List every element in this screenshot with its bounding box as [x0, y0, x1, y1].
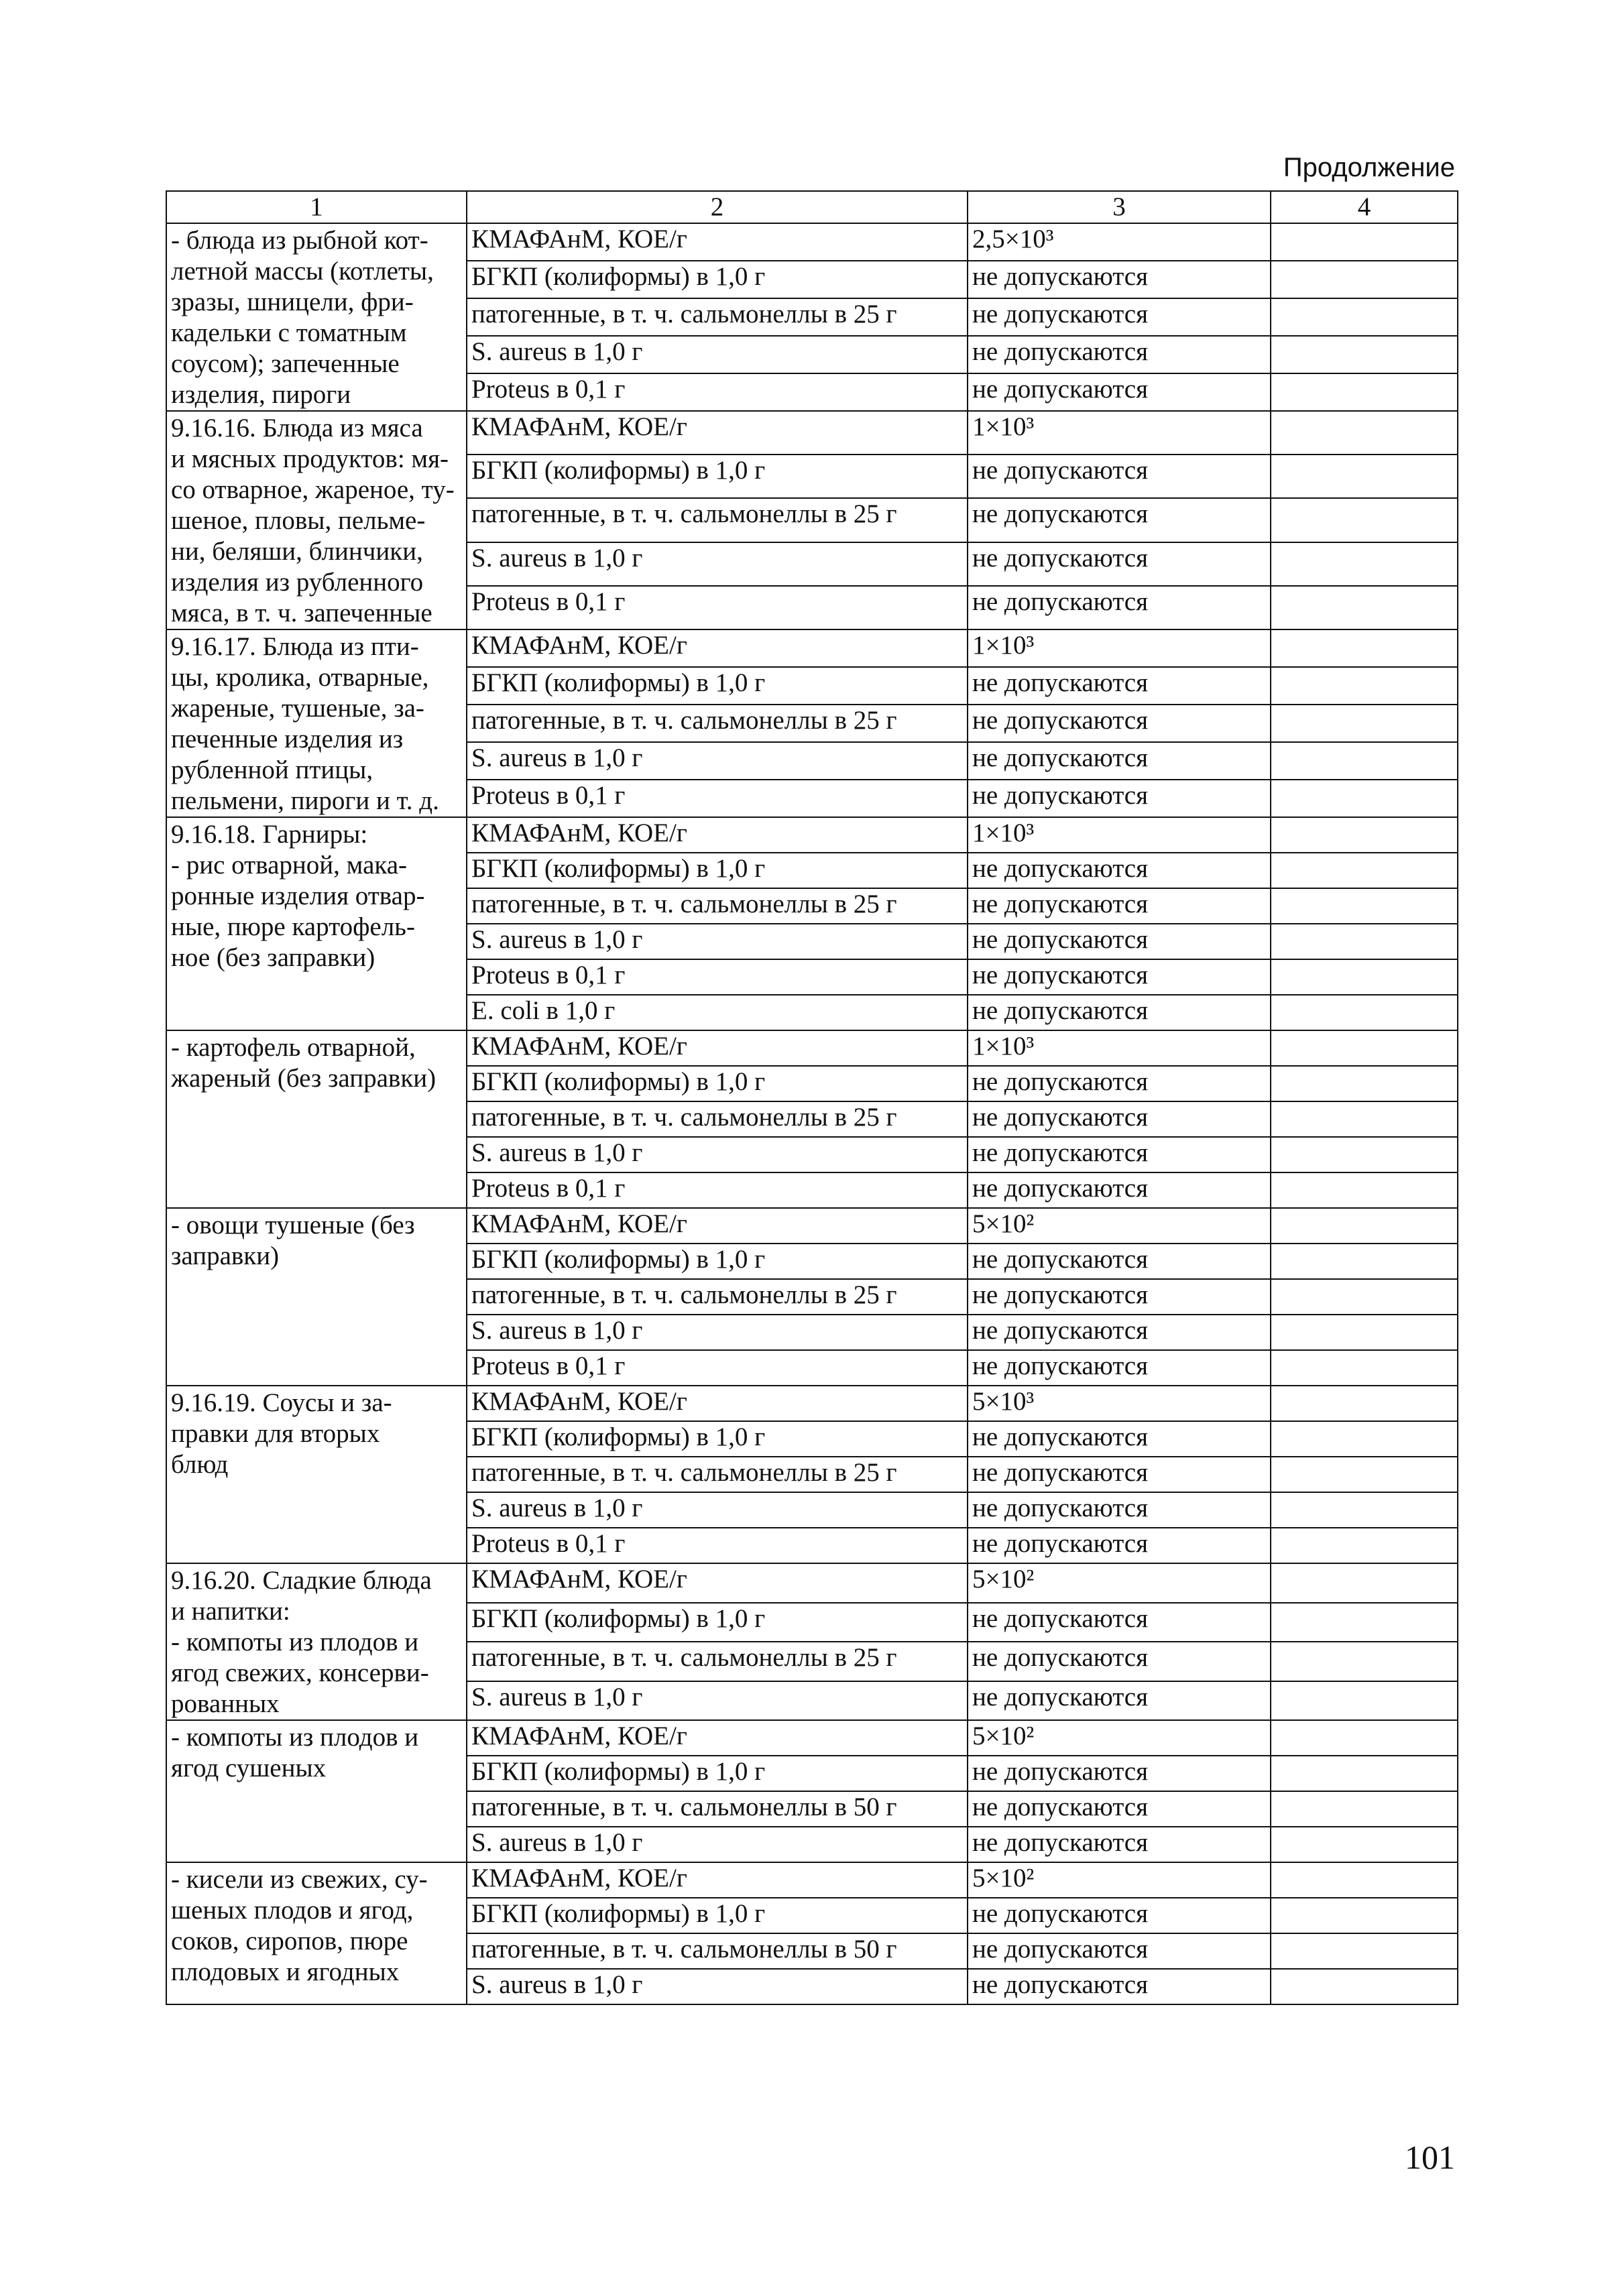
norm-cell: не допускаются — [968, 1101, 1271, 1137]
indicator-cell: S. aureus в 1,0 г — [467, 1137, 968, 1172]
norm-cell: не допускаются — [968, 888, 1271, 924]
note-cell — [1271, 1386, 1458, 1421]
note-cell — [1271, 817, 1458, 853]
indicator-cell: КМАФАнМ, КОЕ/г — [467, 1862, 968, 1898]
norm-cell: не допускаются — [968, 336, 1271, 373]
norm-cell: не допускаются — [968, 1457, 1271, 1492]
norm-cell: не допускаются — [968, 1244, 1271, 1279]
microbiology-norms-table — [166, 190, 1458, 2005]
note-cell — [1271, 742, 1458, 780]
table-row — [166, 411, 1458, 455]
norm-cell: не допускаются — [968, 261, 1271, 298]
norm-cell: не допускаются — [968, 742, 1271, 780]
note-cell — [1271, 1827, 1458, 1862]
indicator-cell: БГКП (колиформы) в 1,0 г — [467, 853, 968, 888]
indicator-cell: БГКП (колиформы) в 1,0 г — [467, 1066, 968, 1101]
indicator-cell: Proteus в 0,1 г — [467, 1528, 968, 1563]
norm-cell: 5×10² — [968, 1862, 1271, 1898]
norm-cell: не допускаются — [968, 1492, 1271, 1528]
norm-cell: 1×10³ — [968, 817, 1271, 853]
indicator-cell: Proteus в 0,1 г — [467, 586, 968, 629]
indicator-cell: патогенные, в т. ч. сальмонеллы в 50 г — [467, 1933, 968, 1969]
norm-cell: не допускаются — [968, 1791, 1271, 1827]
product-name-cell: - кисели из свежих, су- шеных плодов и ягод, соков, сиропов, пюре плодовых и ягодных — [166, 1862, 467, 2004]
indicator-cell: S. aureus в 1,0 г — [467, 924, 968, 959]
indicator-cell: КМАФАнМ, КОЕ/г — [467, 411, 968, 455]
column-number-row — [166, 191, 1458, 223]
norm-cell: не допускаются — [968, 586, 1271, 629]
norm-cell: не допускаются — [968, 959, 1271, 995]
indicator-cell: БГКП (колиформы) в 1,0 г — [467, 1898, 968, 1933]
note-cell — [1271, 959, 1458, 995]
product-name-cell: 9.16.17. Блюда из пти- цы, кролика, отварные, жареные, тушеные, за- печенные изделия из рубленной птицы, пельмени, пироги и т. д. — [166, 629, 467, 817]
norm-cell: не допускаются — [968, 667, 1271, 705]
norm-cell: не допускаются — [968, 1681, 1271, 1721]
norm-cell: 5×10² — [968, 1208, 1271, 1244]
note-cell — [1271, 1244, 1458, 1279]
indicator-cell: БГКП (колиформы) в 1,0 г — [467, 1244, 968, 1279]
note-cell — [1271, 1279, 1458, 1315]
norm-cell: не допускаются — [968, 995, 1271, 1030]
note-cell — [1271, 1969, 1458, 2004]
table-row — [166, 817, 1458, 853]
table-row — [166, 1720, 1458, 1756]
norm-cell: 2,5×10³ — [968, 223, 1271, 261]
note-cell — [1271, 586, 1458, 629]
note-cell — [1271, 1563, 1458, 1603]
indicator-cell: патогенные, в т. ч. сальмонеллы в 25 г — [467, 888, 968, 924]
note-cell — [1271, 298, 1458, 336]
norm-cell: 5×10² — [968, 1720, 1271, 1756]
indicator-cell: Proteus в 0,1 г — [467, 780, 968, 817]
indicator-cell: патогенные, в т. ч. сальмонеллы в 25 г — [467, 1101, 968, 1137]
product-name-cell: 9.16.19. Соусы и за- правки для вторых блюд — [166, 1386, 467, 1563]
table-row — [166, 223, 1458, 261]
note-cell — [1271, 853, 1458, 888]
note-cell — [1271, 261, 1458, 298]
note-cell — [1271, 1315, 1458, 1350]
indicator-cell: патогенные, в т. ч. сальмонеллы в 25 г — [467, 1279, 968, 1315]
table-body — [166, 191, 1458, 2004]
norm-cell: не допускаются — [968, 1642, 1271, 1681]
note-cell — [1271, 1791, 1458, 1827]
note-cell — [1271, 1492, 1458, 1528]
product-name-cell: - компоты из плодов и ягод сушеных — [166, 1720, 467, 1862]
note-cell — [1271, 705, 1458, 742]
norm-cell: не допускаются — [968, 1421, 1271, 1457]
table-row — [166, 1386, 1458, 1421]
indicator-cell: КМАФАнМ, КОЕ/г — [467, 1030, 968, 1066]
indicator-cell: КМАФАнМ, КОЕ/г — [467, 223, 968, 261]
indicator-cell: Proteus в 0,1 г — [467, 959, 968, 995]
note-cell — [1271, 1208, 1458, 1244]
norm-cell: не допускаются — [968, 1756, 1271, 1791]
norm-cell: не допускаются — [968, 1315, 1271, 1350]
norm-cell: не допускаются — [968, 1898, 1271, 1933]
indicator-cell: S. aureus в 1,0 г — [467, 1315, 968, 1350]
norm-cell: не допускаются — [968, 1969, 1271, 2004]
note-cell — [1271, 542, 1458, 586]
note-cell — [1271, 411, 1458, 455]
table-row — [166, 1563, 1458, 1603]
indicator-cell: Proteus в 0,1 г — [467, 1350, 968, 1386]
indicator-cell: патогенные, в т. ч. сальмонеллы в 25 г — [467, 1642, 968, 1681]
indicator-cell: S. aureus в 1,0 г — [467, 542, 968, 586]
indicator-cell: патогенные, в т. ч. сальмонеллы в 25 г — [467, 298, 968, 336]
note-cell — [1271, 336, 1458, 373]
product-name-cell: 9.16.20. Сладкие блюда и напитки: - компоты из плодов и ягод свежих, консерви- рованных — [166, 1563, 467, 1720]
indicator-cell: S. aureus в 1,0 г — [467, 336, 968, 373]
page-number: 101 — [1405, 2138, 1455, 2176]
note-cell — [1271, 498, 1458, 542]
indicator-cell: S. aureus в 1,0 г — [467, 1969, 968, 2004]
note-cell — [1271, 888, 1458, 924]
indicator-cell: КМАФАнМ, КОЕ/г — [467, 629, 968, 667]
note-cell — [1271, 995, 1458, 1030]
norm-cell: не допускаются — [968, 298, 1271, 336]
note-cell — [1271, 373, 1458, 411]
indicator-cell: КМАФАнМ, КОЕ/г — [467, 1208, 968, 1244]
norm-cell: 1×10³ — [968, 1030, 1271, 1066]
indicator-cell: S. aureus в 1,0 г — [467, 1827, 968, 1862]
product-name-cell: - картофель отварной, жареный (без заправки) — [166, 1030, 467, 1208]
norm-cell: 1×10³ — [968, 629, 1271, 667]
norm-cell: не допускаются — [968, 1350, 1271, 1386]
column-number-4: 4 — [1271, 191, 1458, 223]
note-cell — [1271, 455, 1458, 498]
note-cell — [1271, 1862, 1458, 1898]
indicator-cell: БГКП (колиформы) в 1,0 г — [467, 667, 968, 705]
note-cell — [1271, 1720, 1458, 1756]
norm-cell: не допускаются — [968, 373, 1271, 411]
indicator-cell: S. aureus в 1,0 г — [467, 1681, 968, 1721]
indicator-cell: патогенные, в т. ч. сальмонеллы в 25 г — [467, 705, 968, 742]
norm-cell: не допускаются — [968, 1137, 1271, 1172]
note-cell — [1271, 1933, 1458, 1969]
note-cell — [1271, 1421, 1458, 1457]
norm-cell: 1×10³ — [968, 411, 1271, 455]
product-name-cell: 9.16.18. Гарниры: - рис отварной, мака- ронные изделия отвар- ные, пюре картофель- ное (без заправки) — [166, 817, 467, 1030]
indicator-cell: БГКП (колиформы) в 1,0 г — [467, 1603, 968, 1642]
indicator-cell: БГКП (колиформы) в 1,0 г — [467, 1756, 968, 1791]
indicator-cell: БГКП (колиформы) в 1,0 г — [467, 261, 968, 298]
norm-cell: не допускаются — [968, 542, 1271, 586]
column-number-1: 1 — [166, 191, 467, 223]
note-cell — [1271, 667, 1458, 705]
norm-cell: не допускаются — [968, 780, 1271, 817]
note-cell — [1271, 780, 1458, 817]
norm-cell: не допускаются — [968, 1528, 1271, 1563]
note-cell — [1271, 1350, 1458, 1386]
note-cell — [1271, 1603, 1458, 1642]
table-row — [166, 629, 1458, 667]
norm-cell: не допускаются — [968, 1172, 1271, 1208]
indicator-cell: патогенные, в т. ч. сальмонеллы в 25 г — [467, 498, 968, 542]
note-cell — [1271, 1457, 1458, 1492]
indicator-cell: БГКП (колиформы) в 1,0 г — [467, 455, 968, 498]
indicator-cell: S. aureus в 1,0 г — [467, 1492, 968, 1528]
table-row — [166, 1862, 1458, 1898]
indicator-cell: патогенные, в т. ч. сальмонеллы в 50 г — [467, 1791, 968, 1827]
note-cell — [1271, 1642, 1458, 1681]
table-row — [166, 1030, 1458, 1066]
norm-cell: не допускаются — [968, 1279, 1271, 1315]
indicator-cell: патогенные, в т. ч. сальмонеллы в 25 г — [467, 1457, 968, 1492]
column-number-2: 2 — [467, 191, 968, 223]
norm-cell: не допускаются — [968, 498, 1271, 542]
norm-cell: не допускаются — [968, 1827, 1271, 1862]
norm-cell: не допускаются — [968, 1066, 1271, 1101]
indicator-cell: Proteus в 0,1 г — [467, 373, 968, 411]
indicator-cell: КМАФАнМ, КОЕ/г — [467, 1563, 968, 1603]
note-cell — [1271, 1137, 1458, 1172]
product-name-cell: 9.16.16. Блюда из мяса и мясных продуктов: мя- со отварное, жареное, ту- шеное, пловы, пельме- ни, беляши, блинчики, изделия из рубленного мяса, в т. ч. запеченные — [166, 411, 467, 629]
indicator-cell: E. coli в 1,0 г — [467, 995, 968, 1030]
norm-cell: не допускаются — [968, 1933, 1271, 1969]
note-cell — [1271, 1681, 1458, 1721]
product-name-cell: - овощи тушеные (без заправки) — [166, 1208, 467, 1386]
note-cell — [1271, 1030, 1458, 1066]
norm-cell: не допускаются — [968, 1603, 1271, 1642]
note-cell — [1271, 1066, 1458, 1101]
norm-cell: не допускаются — [968, 924, 1271, 959]
norm-cell: не допускаются — [968, 853, 1271, 888]
indicator-cell: КМАФАнМ, КОЕ/г — [467, 1720, 968, 1756]
column-number-3: 3 — [968, 191, 1271, 223]
norm-cell: не допускаются — [968, 705, 1271, 742]
note-cell — [1271, 1756, 1458, 1791]
indicator-cell: S. aureus в 1,0 г — [467, 742, 968, 780]
table-row — [166, 1208, 1458, 1244]
indicator-cell: КМАФАнМ, КОЕ/г — [467, 817, 968, 853]
note-cell — [1271, 1172, 1458, 1208]
note-cell — [1271, 1898, 1458, 1933]
norm-cell: 5×10³ — [968, 1386, 1271, 1421]
note-cell — [1271, 1528, 1458, 1563]
product-name-cell: - блюда из рыбной кот- летной массы (котлеты, зразы, шницели, фри- кадельки с томатным соусом); запеченные изделия, пироги — [166, 223, 467, 411]
norm-cell: не допускаются — [968, 455, 1271, 498]
note-cell — [1271, 1101, 1458, 1137]
indicator-cell: БГКП (колиформы) в 1,0 г — [467, 1421, 968, 1457]
note-cell — [1271, 924, 1458, 959]
indicator-cell: КМАФАнМ, КОЕ/г — [467, 1386, 968, 1421]
note-cell — [1271, 223, 1458, 261]
note-cell — [1271, 629, 1458, 667]
continuation-label: Продолжение — [1283, 153, 1455, 182]
norm-cell: 5×10² — [968, 1563, 1271, 1603]
indicator-cell: Proteus в 0,1 г — [467, 1172, 968, 1208]
